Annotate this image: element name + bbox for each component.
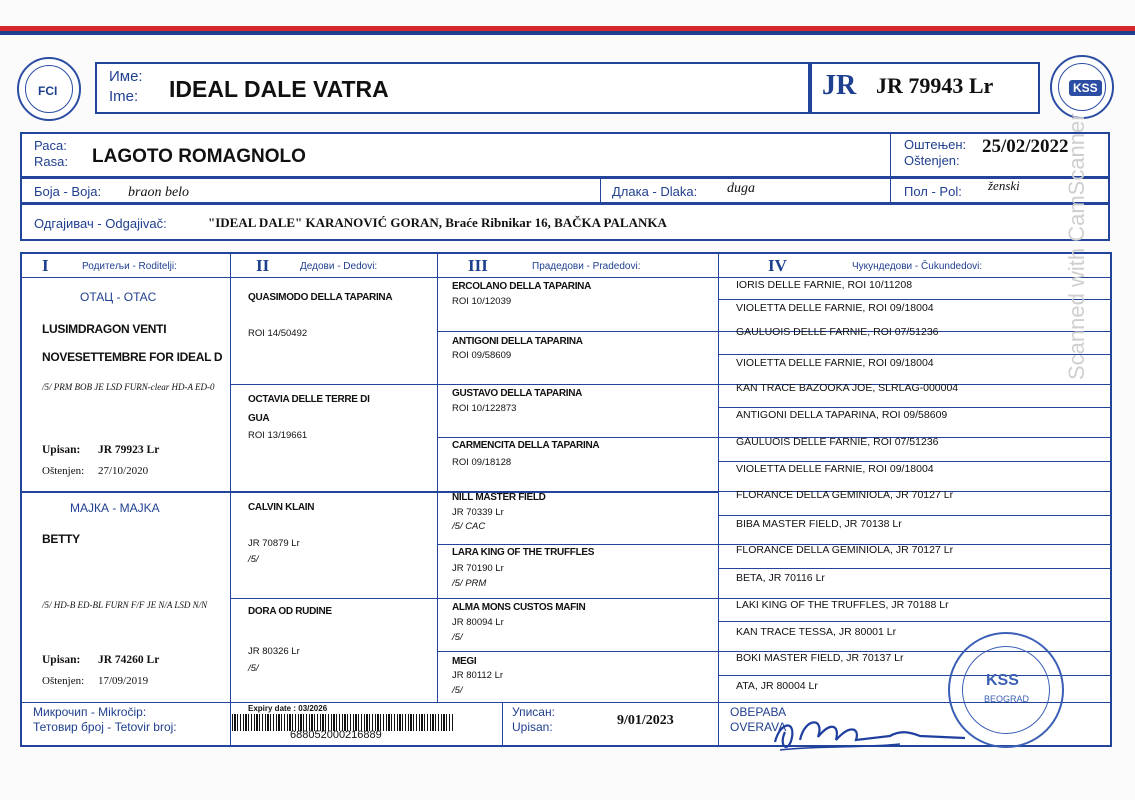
dam-name: BETTY [42,532,80,546]
gen4-entry-16: ATA, JR 80004 Lr [736,680,818,692]
header-roman-2: II [256,256,270,275]
sire-health: /5/ PRM BOB JE LSD FURN-clear HD-A ED-0 [42,382,215,392]
whelped-label-lat: Oštenjen: [904,153,960,168]
tattoo-label: Тетовир број - Tetovir broj: [33,720,177,734]
gen2-name-1: QUASIMODO DELLA TAPARINA [248,292,393,303]
gen4-entry-14: KAN TRACE TESSA, JR 80001 Lr [736,626,897,638]
upisan-label-cyr: Уписан: [512,705,555,719]
gen4-entry-2: VIOLETTA DELLE FARNIE, ROI 09/18004 [736,302,934,314]
gen3-reg-6: JR 70190 Lr [452,563,504,574]
gen4-entry-9: FLORANCE DELLA GEMINIOLA, JR 70127 Lr [736,489,954,501]
kss-seal [1050,55,1114,119]
color-label: Боја - Boja: [34,184,102,199]
dam-upisan-label: Upisan: [42,654,81,666]
gen4-entry-6: ANTIGONI DELLA TAPARINA, ROI 09/58609 [736,409,948,421]
coat-value: duga [727,181,755,196]
gen4-entry-8: VIOLETTA DELLE FARNIE, ROI 09/18004 [736,463,934,475]
sire-name-line1: LUSIMDRAGON VENTI [42,322,167,336]
gen2-reg-3: JR 70879 Lr [248,538,300,549]
name-label-cyr: Име: [109,68,143,85]
header-label-3: Прадедови - Pradedovi: [532,261,641,272]
name-label-lat: Ime: [109,88,139,105]
pedigree-table [20,252,1112,704]
breed-label-cyr: Раса: [34,138,67,153]
gen2-name-4: DORA OD RUDINE [248,606,332,617]
sex-value: ženski [988,178,1020,193]
color-value: braon belo [128,185,190,200]
dam-ostenjen-label: Oštenjen: [42,675,85,687]
breed-label-lat: Rasa: [34,154,68,169]
stamp-text: KSS [986,672,1019,689]
gen3-reg-1: ROI 10/12039 [452,296,512,307]
dam-health: /5/ HD-B ED-BL FURN F/F JE N/A LSD N/N [42,600,208,610]
stamp-city: BEOGRAD [984,694,1030,704]
breeder-label: Одгајивач - Odgajivač: [34,216,167,231]
gen4-entry-5: KAN TRACE BAZOOKA JOE, SLRLAG-000004 [736,382,959,394]
gen4-entry-7: GAULUOIS DELLE FARNIE, ROI 07/51236 [736,436,939,448]
gen3-reg-8: JR 80112 Lr [452,670,504,681]
gen3-reg-5: JR 70339 Lr [452,507,504,518]
gen2-extra-3: /5/ [248,554,259,565]
gen3-extra-6: /5/ PRM [452,578,487,589]
fci-seal-text: FCI [38,84,58,98]
chip-number: 688052000216889 [290,729,382,741]
fci-seal [17,57,81,121]
header-label-2: Дедови - Dedovi: [300,261,378,272]
reg-number: JR 79943 Lr [876,73,994,98]
overava-label-cyr: ОВЕРАВА [730,705,787,719]
breed-value: LAGOTO ROMAGNOLO [92,146,306,167]
whelped-label-cyr: Оштењен: [904,137,967,152]
gen3-extra-5: /5/ CAC [452,521,486,532]
gen3-reg-2: ROI 09/58609 [452,350,512,361]
kss-seal-text: KSS [1069,80,1102,96]
expiry-date: Expiry date : 03/2026 [248,704,328,713]
dog-name: IDEAL DALE VATRA [169,76,389,102]
gen3-name-7: ALMA MONS CUSTOS MAFIN [452,602,586,613]
gen3-name-6: LARA KING OF THE TRUFFLES [452,547,595,558]
header-roman-1: I [42,256,49,275]
whelped-date: 25/02/2022 [982,136,1069,157]
gen4-entry-1: IORIS DELLE FARNIE, ROI 10/11208 [736,279,913,291]
coat-label: Длака - Dlaka: [612,184,698,199]
registration-box [810,62,1040,114]
breeder-value: "IDEAL DALE" KARANOVIĆ GORAN, Braće Ribnikar 16, BAČKA PALANKA [208,215,667,230]
gen3-name-8: MEGI [452,656,477,667]
gen2-name-2-line1: OCTAVIA DELLE TERRE DI [248,394,370,405]
dam-role: МАЈКА - MAJKA [70,501,160,515]
header-label-4: Чукундедови - Čukundedovi: [852,261,983,272]
sire-ostenjen-label: Oštenjen: [42,465,85,477]
gen3-name-1: ERCOLANO DELLA TAPARINA [452,281,592,292]
header-roman-4: IV [768,256,787,275]
gen3-reg-3: ROI 10/122873 [452,403,517,414]
sire-role: ОТАЦ - OTAC [80,290,157,304]
sex-label: Пол - Pol: [904,184,962,199]
breed-box [20,132,1110,178]
upisan-label-lat: Upisan: [512,720,553,734]
reg-prefix: JR [822,70,857,101]
header-label-1: Родитељи - Roditelji: [82,261,177,272]
top-blue-stripe [0,31,1135,35]
gen3-name-3: GUSTAVO DELLA TAPARINA [452,388,583,399]
gen3-extra-8: /5/ [452,685,463,696]
gen3-name-4: CARMENCITA DELLA TAPARINA [452,440,600,451]
gen2-name-2-line2: GUA [248,413,270,424]
gen3-name-5: NILL MASTER FIELD [452,492,546,503]
gen2-reg-2: ROI 13/19661 [248,430,308,441]
name-box [95,62,810,114]
sire-reg: JR 79923 Lr [98,444,160,456]
dam-reg: JR 74260 Lr [98,654,160,666]
sire-date: 27/10/2020 [98,465,149,477]
microchip-label: Микрочип - Mikročip: [33,705,147,719]
gen3-reg-7: JR 80094 Lr [452,617,504,628]
gen4-entry-13: LAKI KING OF THE TRUFFLES, JR 70188 Lr [736,599,949,611]
gen4-entry-10: BIBA MASTER FIELD, JR 70138 Lr [736,518,902,530]
gen3-reg-4: ROI 09/18128 [452,457,512,468]
gen4-entry-11: FLORANCE DELLA GEMINIOLA, JR 70127 Lr [736,544,954,556]
upisan-date: 9/01/2023 [617,713,674,728]
header-roman-3: III [468,256,488,275]
overava-label-lat: OVERAVA [730,720,787,734]
sire-name-line2: NOVESETTEMBRE FOR IDEAL D [42,350,223,364]
gen2-extra-4: /5/ [248,663,259,674]
kss-stamp [948,632,1064,748]
gen2-reg-4: JR 80326 Lr [248,646,300,657]
gen2-name-3: CALVIN KLAIN [248,502,315,513]
gen4-entry-4: VIOLETTA DELLE FARNIE, ROI 09/18004 [736,357,934,369]
camscanner-watermark: Scanned with CamScanner [1064,113,1089,380]
dam-date: 17/09/2019 [98,675,149,687]
signature [770,702,970,757]
gen4-entry-3: GAULUOIS DELLE FARNIE, ROI 07/51236 [736,326,939,338]
gen4-entry-15: BOKI MASTER FIELD, JR 70137 Lr [736,652,904,664]
gen3-name-2: ANTIGONI DELLA TAPARINA [452,336,583,347]
color-row [20,177,1110,204]
breeder-row [20,203,1110,241]
gen3-extra-7: /5/ [452,632,463,643]
sire-upisan-label: Upisan: [42,444,81,456]
gen2-reg-1: ROI 14/50492 [248,328,308,339]
gen4-entry-12: BETA, JR 70116 Lr [736,572,825,584]
